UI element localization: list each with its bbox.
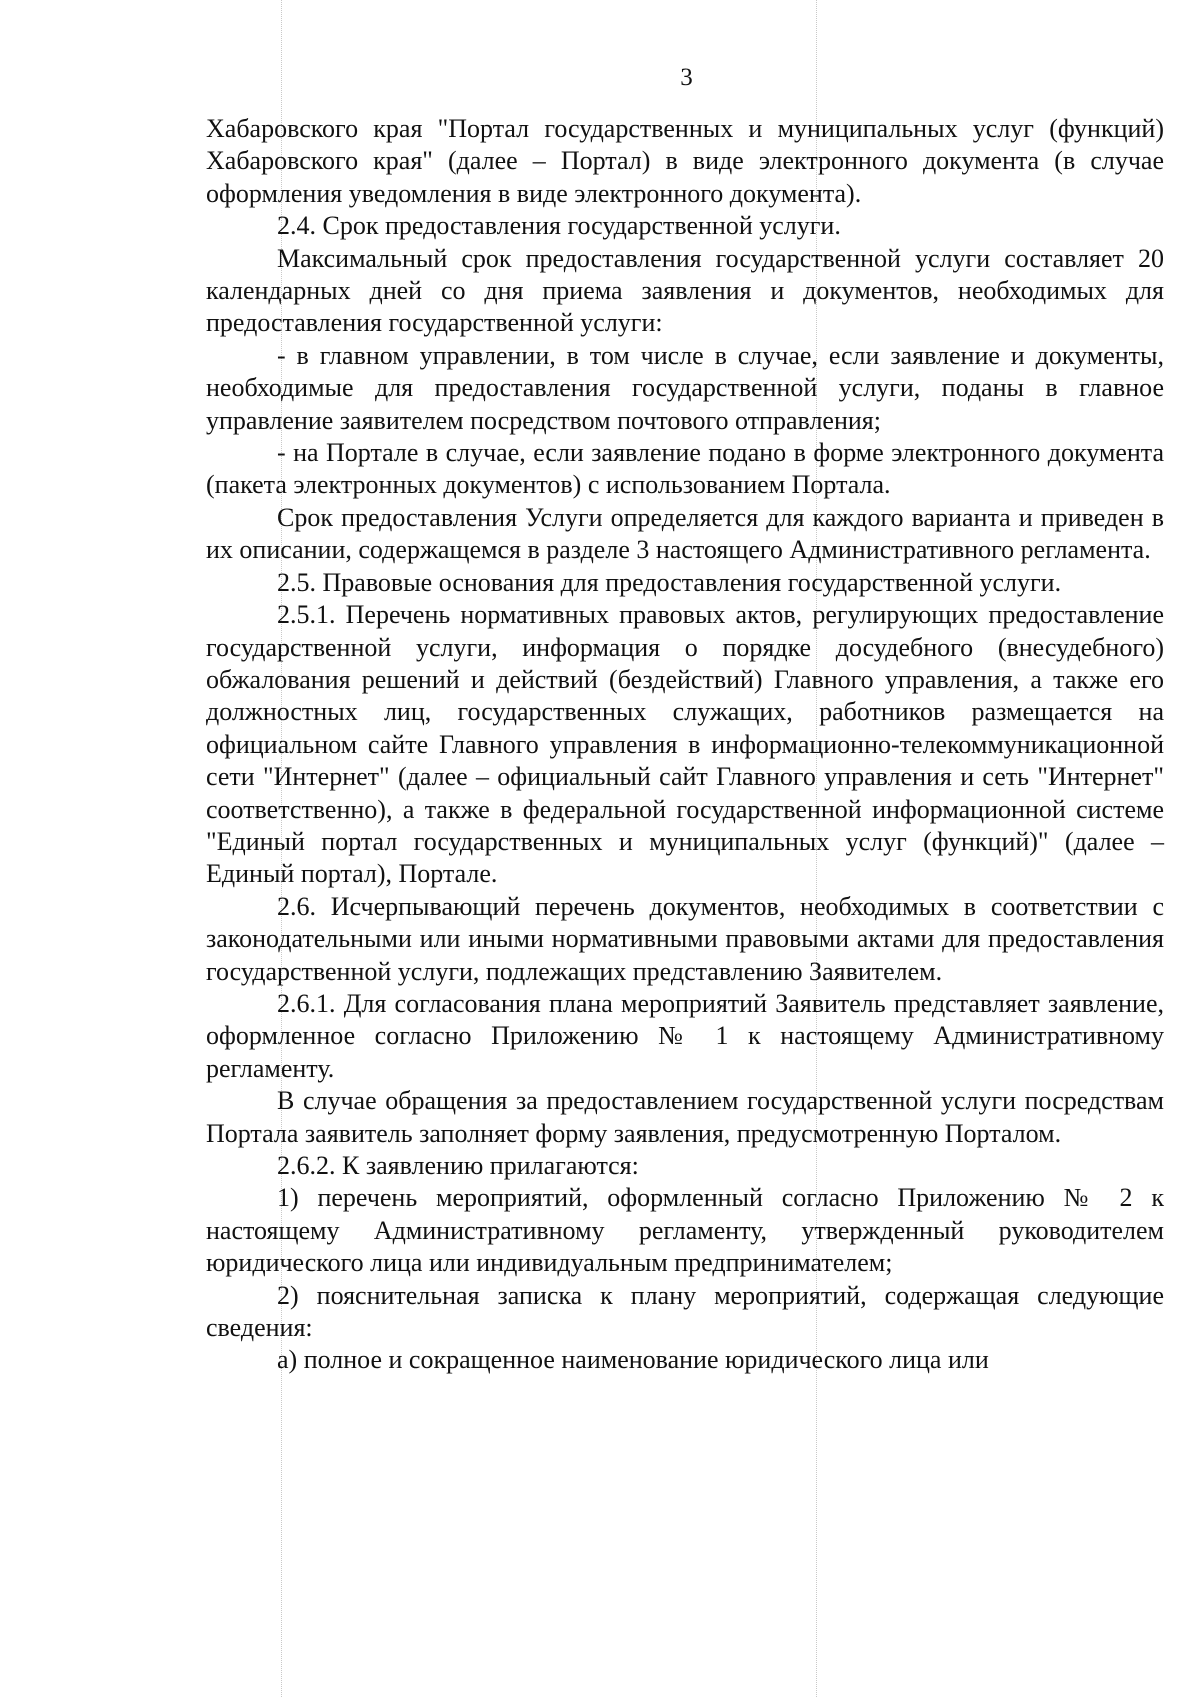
paragraph-section-2-6-2: 2.6.2. К заявлению прилагаются: [277,1151,639,1180]
list-item-main-department: - в главном управлении, в том числе в случае, если заявление и документы, необходимые для предоставления государственной услуги, поданы в главное управление заявителем посредством почтового отправления; [206,340,1164,435]
list-item-2: 2) пояснительная записка к плану мероприятий, содержащая следующие сведения: [206,1280,1164,1343]
paragraph-section-2-6: 2.6. Исчерпывающий перечень документов, необходимых в соответствии с законодательными или иными нормативными правовыми актами для предоставления государственной услуги, подлежащих представлению Заявителем. [206,891,1164,986]
paragraph-section-2-4: 2.4. Срок предоставления государственной услуги. [277,211,841,241]
paragraph-section-2-5-1: 2.5.1. Перечень нормативных правовых актов, регулирующих предоставление государственной услуги, информация о порядке досудебного (внесудебного) обжалования решений и действий (бездействий) Главного управления, а также его должностных лиц, государственных служащих, работников размещается на официальном сайте Главного управления в информационно-телекоммуникационной сети "Интернет" (далее – официальный сайт Главного управления и сеть "Интернет" соответственно), а также в федеральной государственной информационной системе "Единый портал государственных и муниципальных услуг (функций)" (далее – Единый портал), Портале. [206,600,1164,889]
paragraph-section-2-6-1: 2.6.1. Для согласования плана мероприятий Заявитель представляет заявление, оформленное согласно Приложению № 1 к настоящему Административному регламенту. [206,988,1164,1083]
list-item-portal: - на Портале в случае, если заявление подано в форме электронного документа (пакета электронных документов) с использованием Портала. [206,438,1164,500]
list-item-1: 1) перечень мероприятий, оформленный согласно Приложению № 2 к настоящему Административному регламенту, утвержденный руководителем юридического лица или индивидуальным предпринимателем; [206,1183,1164,1278]
paragraph-service-term: Срок предоставления Услуги определяется для каждого варианта и приведен в их описании, содержащемся в разделе 3 настоящего Административного регламента. [206,502,1164,565]
paragraph-portal-continuation: Хабаровского края "Портал государственных и муниципальных услуг (функций) Хабаровского края" (далее – Портал) в виде электронного документа (в случае оформления уведомления в виде электронного документа). [206,114,1164,208]
document-body [206,113,1164,1377]
paragraph-max-term: Максимальный срок предоставления государственной услуги составляет 20 календарных дней со дня приема заявления и документов, необходимых для предоставления государственной услуги: [206,243,1164,338]
paragraph-portal-application: В случае обращения за предоставлением государственной услуги посредствам Портала заявитель заполняет форму заявления, предусмотренную Порталом. [206,1086,1164,1148]
paragraph-section-2-5: 2.5. Правовые основания для предоставления государственной услуги. [277,567,1062,597]
page-number: 3 [680,64,693,91]
list-item-a: а) полное и сокращенное наименование юридического лица или [277,1345,989,1375]
